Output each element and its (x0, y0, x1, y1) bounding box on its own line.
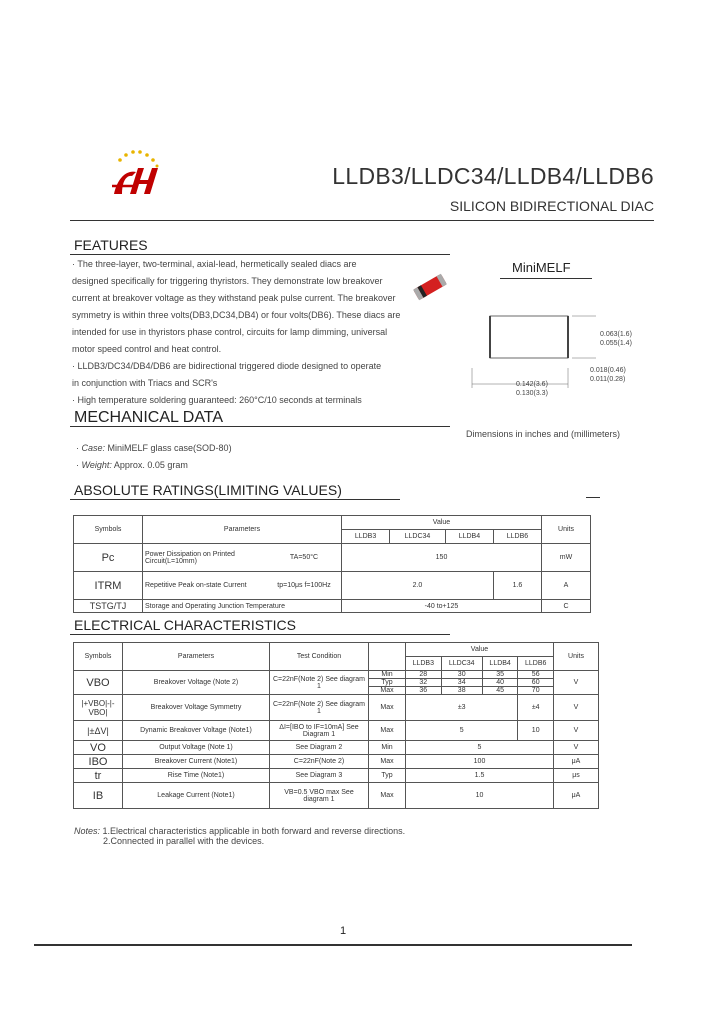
absolute-ratings-table (73, 515, 591, 613)
package-dimension-drawing (466, 308, 646, 403)
table-row: VBO Breakover Voltage (Note 2) C=22nF(Note 2) See diagram 1 Min 28 30 35 56 V (74, 671, 599, 679)
footer-rule (34, 944, 632, 946)
table-row: Typ 32 34 40 60 (74, 679, 599, 687)
sub-lldc34: LLDC34 (441, 657, 482, 671)
table-row: IB Leakage Current (Note1) VB=0.5 VBO max See diagram 1 Max 10 μA (74, 783, 599, 809)
feature-line: designed specifically for triggering thyristors. They demonstrate low breakover (72, 276, 383, 286)
table-row: |±ΔV| Dynamic Breakover Voltage (Note1) ΔI=[IBO to IF=10mA] See Diagram 1 Max 5 10 V (74, 721, 599, 741)
sub-lldb4: LLDB4 (445, 530, 493, 544)
col-test-condition: Test Condition (270, 643, 369, 671)
feature-line: symmetry is within three volts(DB3,DC34,DB4) or four volts(DB6). These diacs are (72, 310, 401, 320)
col-symbols: Symbols (74, 643, 123, 671)
mechanical-heading: MECHANICAL DATA (74, 409, 224, 426)
feature-line: · High temperature soldering guaranteed: 260°C/10 seconds at terminals (72, 395, 362, 405)
note-1: 1.Electrical characteristics applicable in both forward and reverse directions. (102, 826, 406, 836)
table-row: |+VBO|-|-VBO| Breakover Voltage Symmetry C=22nF(Note 2) See diagram 1 Max ±3 ±4 V (74, 695, 599, 721)
package-label: MiniMELF (512, 260, 571, 275)
package-rule (500, 278, 592, 279)
feature-line: motor speed control and heat control. (72, 344, 222, 354)
dim-endcap: 0.018(0.46) 0.011(0.28) (590, 367, 626, 383)
table-row: TSTG/TJ Storage and Operating Junction Temperature -40 to+125 C (74, 600, 591, 613)
features-rule (70, 254, 450, 255)
header-divider (70, 220, 654, 221)
page-number: 1 (340, 925, 347, 937)
table-row: ITRM Repetitive Peak on-state Current tp=10μs f=100Hz 2.0 1.6 A (74, 572, 591, 600)
notes (74, 826, 405, 836)
mechanical-rule (70, 426, 450, 427)
feature-line: · The three-layer, two-terminal, axial-lead, hermetically sealed diacs are (72, 259, 357, 269)
feature-line: · LLDB3/DC34/DB4/DB6 are bidirectional triggered diode designed to operate (72, 361, 382, 371)
col-parameters: Parameters (143, 516, 342, 544)
sub-lldb3: LLDB3 (406, 657, 442, 671)
col-value: Value (406, 643, 554, 657)
col-units: Units (554, 643, 599, 671)
table-row: VO Output Voltage (Note 1) See Diagram 2 Min 5 V (74, 741, 599, 755)
absolute-rule (70, 499, 400, 500)
page-subtitle: SILICON BIDIRECTIONAL DIAC (449, 198, 654, 214)
dimensions-caption: Dimensions in inches and (millimeters) (466, 429, 621, 439)
feature-line: in conjunction with Triacs and SCR's (72, 378, 218, 388)
company-logo (108, 150, 164, 200)
sub-lldb4: LLDB4 (482, 657, 518, 671)
sub-lldb3: LLDB3 (342, 530, 390, 544)
notes-label: Notes: (74, 826, 101, 836)
absolute-heading: ABSOLUTE RATINGS(LIMITING VALUES) (74, 482, 342, 498)
electrical-characteristics-table (73, 642, 599, 809)
absolute-rule-end (586, 497, 600, 498)
col-units: Units (542, 516, 591, 544)
sub-lldb6: LLDB6 (518, 657, 554, 671)
table-row: Pc Power Dissipation on Printed Circuit(L=10mm) TA=50°C 150 mW (74, 544, 591, 572)
table-row: tr Rise Time (Note1) See Diagram 3 Typ 1.5 μs (74, 769, 599, 783)
dim-length: 0.142(3.6) 0.130(3.3) (516, 381, 548, 397)
sub-lldc34: LLDC34 (390, 530, 446, 544)
note-2: 2.Connected in parallel with the devices. (103, 836, 265, 846)
mechanical-weight: · Weight: Approx. 0.05 gram (76, 460, 188, 470)
page-title: LLDB3/LLDC34/LLDB4/LLDB6 (332, 163, 654, 189)
sub-lldb6: LLDB6 (493, 530, 541, 544)
col-value: Value (342, 516, 542, 530)
minimelf-component-image (410, 272, 450, 302)
dim-diameter: 0.063(1.6) 0.055(1.4) (600, 331, 632, 347)
table-row: Max 36 38 45 70 (74, 687, 599, 695)
col-symbols: Symbols (74, 516, 143, 544)
feature-line: current at breakover voltage as they withstand peak pulse current. The breakover (72, 293, 396, 303)
col-parameters: Parameters (123, 643, 270, 671)
electrical-rule (70, 634, 450, 635)
electrical-heading: ELECTRICAL CHARACTERISTICS (74, 617, 296, 633)
table-row: IBO Breakover Current (Note1) C=22nF(Note 2) Max 100 μA (74, 755, 599, 769)
feature-line: intended for use in thyristors phase control, circuits for lamp dimming, universal (72, 327, 388, 337)
mechanical-case: · Case: MiniMELF glass case(SOD-80) (76, 443, 232, 453)
features-heading: FEATURES (74, 237, 148, 253)
col-limit (369, 643, 406, 671)
features-text (72, 256, 402, 409)
